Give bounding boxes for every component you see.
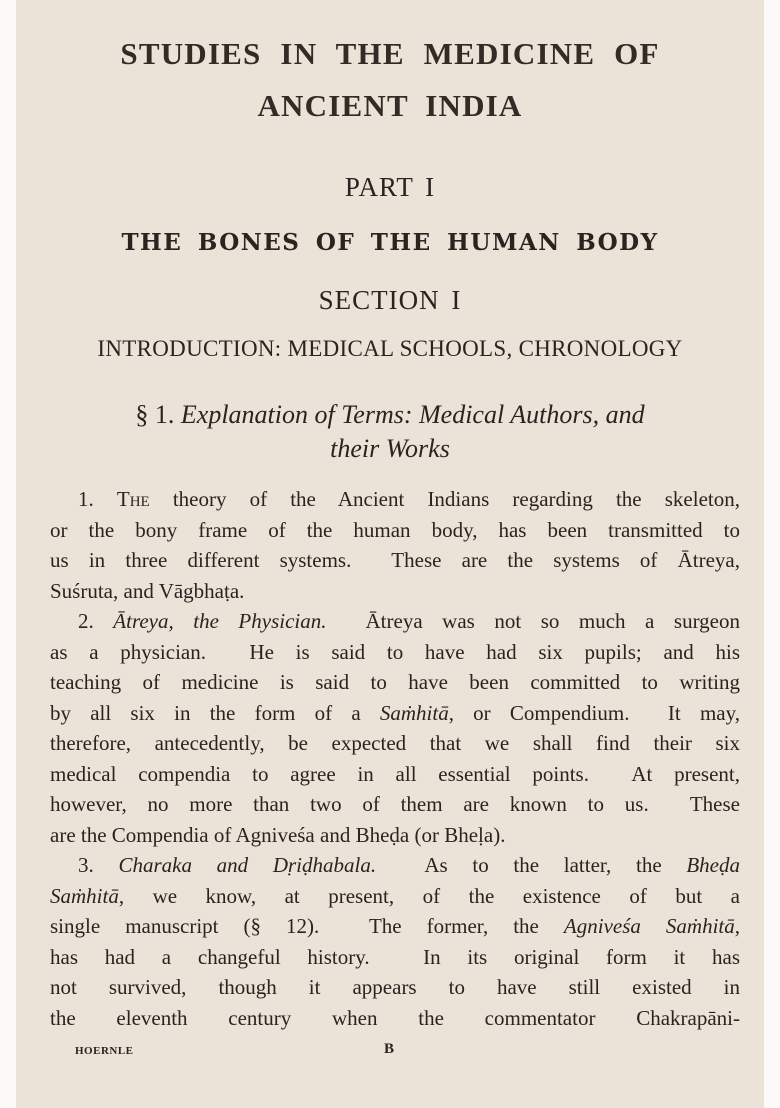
italic-text: Saṁhitā (379, 700, 449, 725)
italic-text: Saṁhitā (50, 883, 119, 908)
subsection-heading (0, 400, 780, 430)
text-segment: 1. (78, 487, 117, 511)
part-heading: PART I (344, 172, 436, 202)
text-line (50, 789, 740, 820)
text-segment: or the bony frame of the human body, has been transmitted to (50, 517, 740, 542)
text-segment: theory of the Ancient Indians regarding the skeleton, (149, 487, 740, 511)
section-title: INTRODUCTION: MEDICAL SCHOOLS, CHRONOLOGY (97, 336, 683, 361)
text-line (50, 637, 740, 668)
text-segment: Ātreya was not so much a surgeon (326, 609, 741, 633)
text-line (50, 972, 740, 1003)
text-line (50, 545, 740, 576)
book-title-line-1: STUDIES IN THE MEDICINE OF (120, 36, 660, 71)
text-segment: 2. (78, 609, 114, 633)
text-line (50, 881, 740, 912)
text-segment: As to the latter, the (376, 853, 687, 877)
text-line (50, 911, 740, 942)
subsection-number: § 1. (135, 400, 175, 429)
text-line (50, 820, 740, 851)
text-segment: Suśruta, and Vāgbhaṭa. (50, 578, 245, 603)
footer-signature: HOERNLE (75, 1045, 134, 1057)
text-line (50, 698, 740, 729)
italic-text: Bheḍa (686, 853, 741, 877)
part-title: THE BONES OF THE HUMAN BODY (121, 229, 659, 256)
text-segment: , or Compendium. It may, (448, 700, 740, 725)
text-segment: therefore, antecedently, be expected that we shall find their six (50, 731, 740, 755)
text-segment: as a physician. He is said to have had six pupils; and his (50, 639, 740, 664)
text-segment: teaching of medicine is said to have been committed to writing (50, 670, 740, 694)
italic-text: Charaka and Dṛiḍhabala. (118, 853, 377, 877)
italic-text: Agniveśa Saṁhitā (563, 914, 735, 938)
text-line (50, 515, 740, 546)
text-line (50, 606, 740, 637)
book-title-line-2: ANCIENT INDIA (257, 88, 523, 123)
subsection-title-line-1: Explanation of Terms: Medical Authors, and (180, 400, 645, 429)
footer-sheet-mark: B (384, 1041, 395, 1057)
text-line (50, 942, 740, 973)
text-segment: has had a changeful history. In its original form it has (50, 944, 740, 969)
subsection-title-line-2: their Works (330, 434, 450, 463)
text-segment: are the Compendia of Agniveśa and Bheḍa (or Bheḷa). (50, 822, 506, 847)
text-line (50, 759, 740, 790)
text-line (50, 484, 740, 515)
text-segment: however, no more than two of them are known to us. These (50, 792, 740, 816)
text-segment: , (734, 914, 740, 938)
text-segment: by all six in the form of a (50, 700, 380, 725)
italic-text: Ātreya, the Physician. (113, 609, 327, 633)
text-segment: us in three different systems. These are the systems of Ātreya, (50, 548, 740, 572)
text-segment: not survived, though it appears to have still existed in (50, 975, 740, 999)
text-line (50, 728, 740, 759)
text-line (50, 667, 740, 698)
text-segment: medical compendia to agree in all essential points. At present, (50, 761, 740, 786)
section-heading: SECTION I (318, 285, 462, 315)
text-line (50, 1003, 740, 1034)
text-segment: , we know, at present, of the existence of but a (118, 883, 740, 908)
text-segment: 3. (78, 853, 119, 877)
text-segment: The (116, 487, 150, 511)
text-line (50, 576, 740, 607)
text-segment: the eleventh century when the commentator Chakrapāni- (50, 1005, 740, 1030)
text-line (50, 850, 740, 881)
body-text (50, 484, 740, 1033)
text-segment: single manuscript (§ 12). The former, the (50, 914, 564, 938)
